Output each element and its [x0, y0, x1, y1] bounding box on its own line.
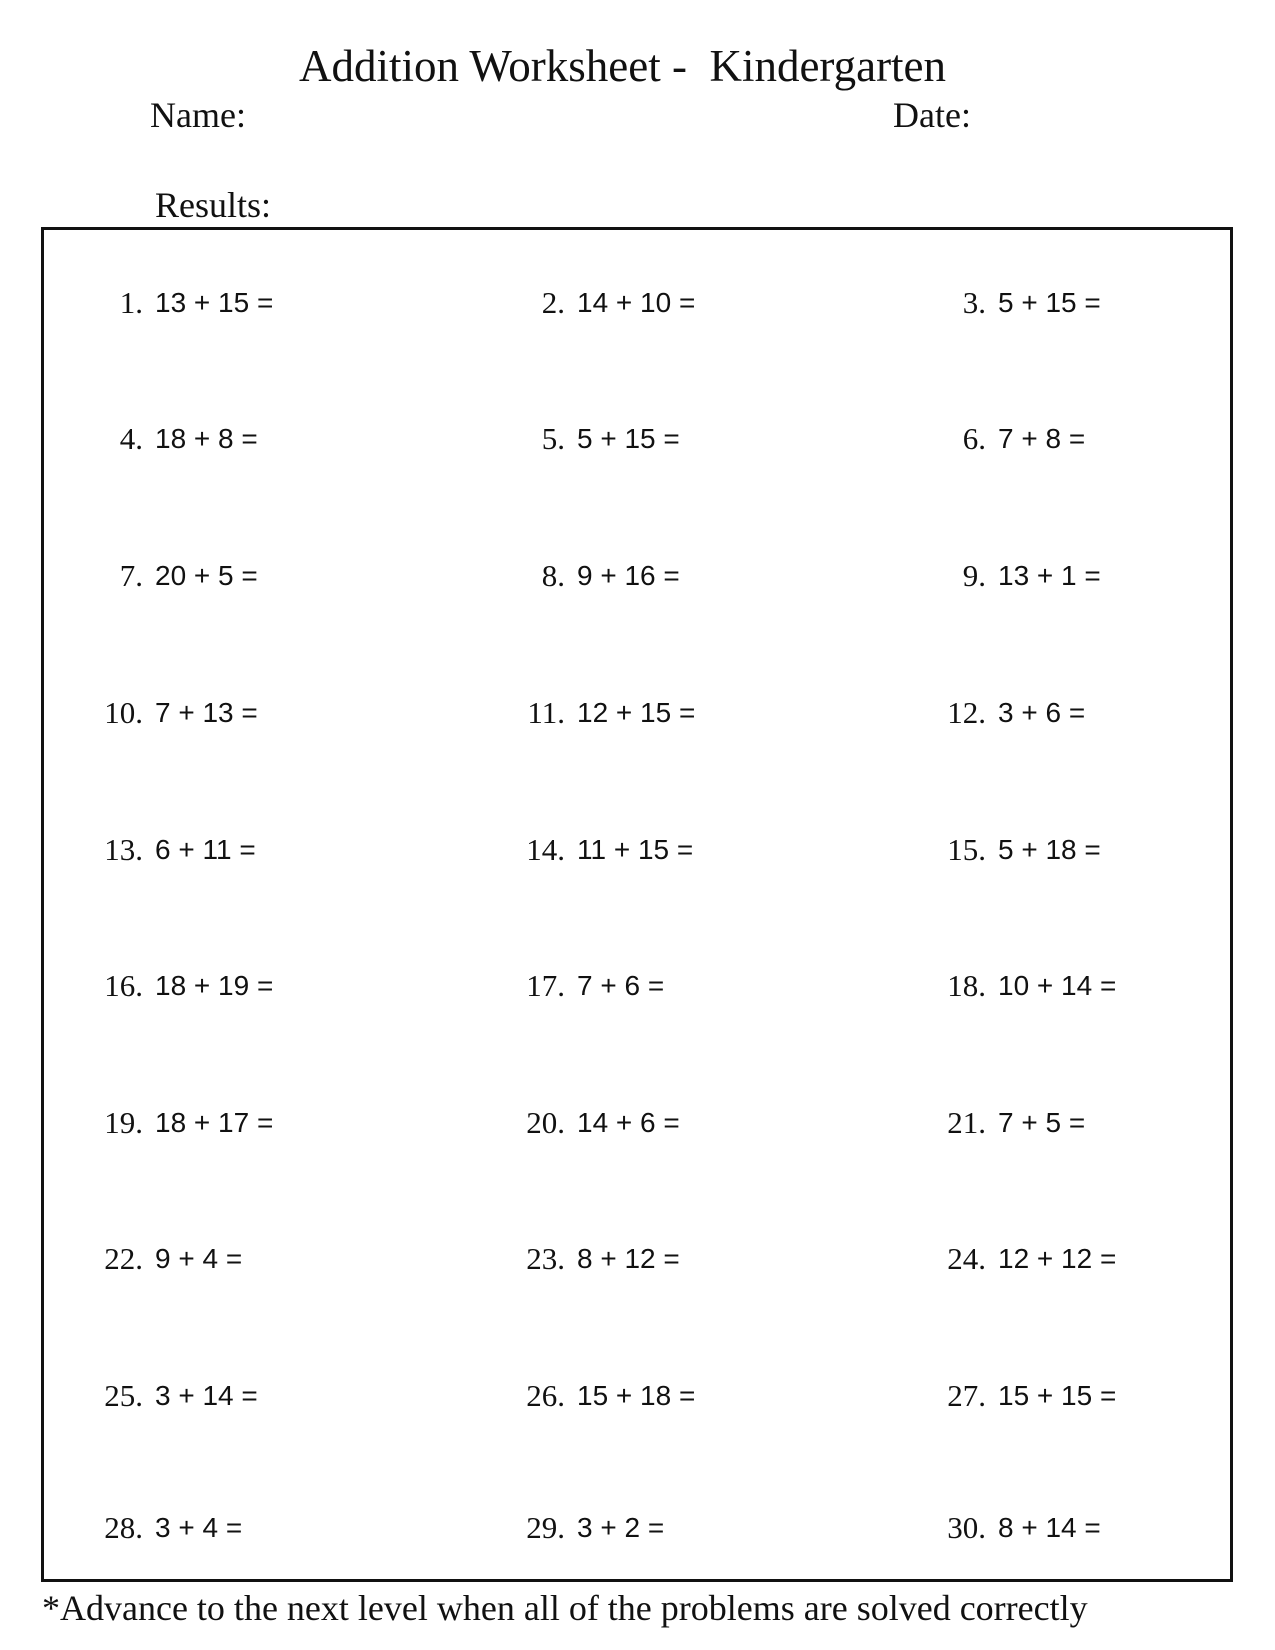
problem-number: 12.: [947, 695, 986, 730]
problem-expression: 3 + 4 =: [155, 1512, 243, 1543]
problem-expression: 3 + 2 =: [577, 1512, 665, 1543]
problem-number: 16.: [104, 968, 143, 1003]
problem-number: 26.: [526, 1378, 565, 1413]
problem-number: 18.: [947, 968, 986, 1003]
results-label: Results:: [155, 185, 272, 225]
problem-expression: 13 + 1 =: [998, 560, 1101, 591]
problem-expression: 11 + 15 =: [577, 834, 694, 865]
problem-number: 9.: [962, 558, 986, 593]
problem-expression: 13 + 15 =: [155, 287, 274, 318]
problem-number: 23.: [526, 1241, 565, 1276]
problems-box: [41, 227, 1233, 1582]
problem-number: 8.: [541, 558, 565, 593]
footnote: *Advance to the next level when all of the problems are solved correctly: [42, 1588, 1088, 1628]
problem-number: 15.: [947, 832, 986, 867]
problem-expression: 3 + 6 =: [998, 697, 1086, 728]
problem-number: 4.: [119, 421, 143, 456]
problem-expression: 15 + 18 =: [577, 1380, 696, 1411]
problem-number: 22.: [104, 1241, 143, 1276]
problem-expression: 7 + 5 =: [998, 1107, 1086, 1138]
problem-expression: 7 + 8 =: [998, 423, 1086, 454]
problem-expression: 7 + 6 =: [577, 970, 665, 1001]
problem-expression: 12 + 12 =: [998, 1243, 1117, 1274]
problem-expression: 12 + 15 =: [577, 697, 696, 728]
problem-number: 5.: [541, 421, 565, 456]
problem-number: 14.: [526, 832, 565, 867]
problem-expression: 8 + 14 =: [998, 1512, 1101, 1543]
problem-number: 2.: [541, 285, 565, 320]
problem-number: 3.: [962, 285, 986, 320]
problem-expression: 7 + 13 =: [155, 697, 258, 728]
problem-expression: 15 + 15 =: [998, 1380, 1117, 1411]
problem-expression: 10 + 14 =: [998, 970, 1117, 1001]
problem-number: 1.: [119, 285, 143, 320]
problem-number: 13.: [104, 832, 143, 867]
problem-expression: 5 + 18 =: [998, 834, 1101, 865]
problem-number: 6.: [962, 421, 986, 456]
problem-expression: 5 + 15 =: [998, 287, 1101, 318]
problem-number: 25.: [104, 1378, 143, 1413]
problem-expression: 18 + 8 =: [155, 423, 258, 454]
date-label: Date:: [893, 95, 971, 135]
problem-expression: 14 + 6 =: [577, 1107, 680, 1138]
problem-expression: 18 + 19 =: [155, 970, 274, 1001]
problem-expression: 6 + 11 =: [155, 834, 256, 865]
problem-number: 29.: [526, 1510, 565, 1545]
problem-number: 10.: [104, 695, 143, 730]
name-label: Name:: [150, 95, 246, 135]
problem-number: 28.: [104, 1510, 143, 1545]
problem-expression: 5 + 15 =: [577, 423, 680, 454]
problem-number: 21.: [947, 1105, 986, 1140]
problem-number: 27.: [947, 1378, 986, 1413]
problem-expression: 8 + 12 =: [577, 1243, 680, 1274]
problem-number: 24.: [947, 1241, 986, 1276]
problem-number: 7.: [119, 558, 143, 593]
problem-expression: 9 + 16 =: [577, 560, 680, 591]
worksheet-title: Addition Worksheet - Kindergarten: [298, 41, 947, 91]
problem-expression: 14 + 10 =: [577, 287, 696, 318]
problem-expression: 18 + 17 =: [155, 1107, 274, 1138]
problem-expression: 9 + 4 =: [155, 1243, 243, 1274]
problem-number: 20.: [526, 1105, 565, 1140]
problem-number: 11.: [527, 695, 565, 730]
problem-number: 30.: [947, 1510, 986, 1545]
problem-number: 19.: [104, 1105, 143, 1140]
problem-number: 17.: [526, 968, 565, 1003]
problem-expression: 20 + 5 =: [155, 560, 258, 591]
problem-expression: 3 + 14 =: [155, 1380, 258, 1411]
